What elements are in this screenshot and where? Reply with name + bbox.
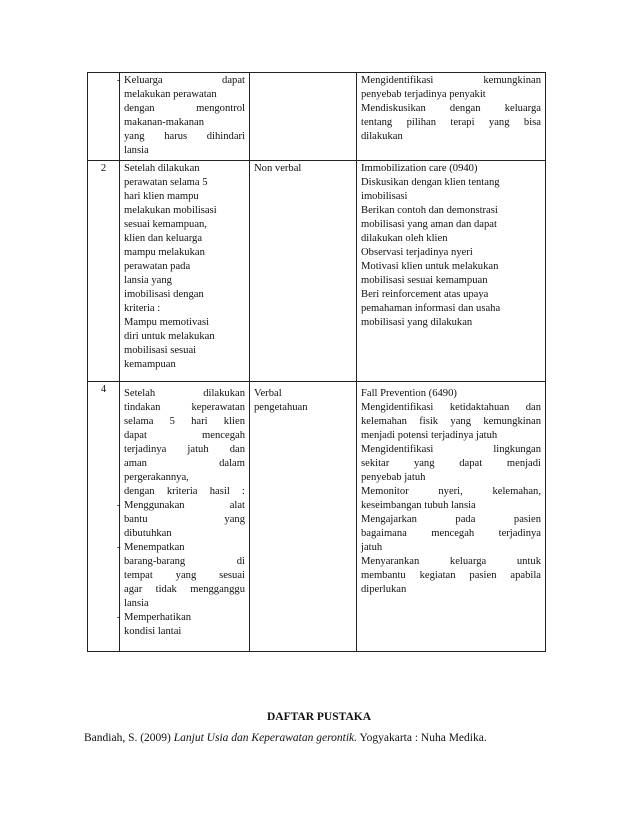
text-line: aman dalam bbox=[124, 458, 245, 469]
text-line: yang harus dihindari bbox=[124, 131, 245, 142]
text-line: mobilisasi sesuai kemampuan bbox=[361, 275, 488, 286]
text-line: jatuh bbox=[361, 542, 383, 553]
text-line: Mengidentifikasi kemungkinan bbox=[361, 75, 541, 86]
noc-cell bbox=[250, 73, 357, 161]
criteria-cell bbox=[120, 382, 250, 652]
text-line: Fall Prevention (6490) bbox=[361, 388, 457, 399]
table-row bbox=[88, 73, 546, 161]
text-line: kriteria : bbox=[124, 303, 161, 314]
reference-book-title: Lanjut Usia dan Keperawatan gerontik. bbox=[173, 732, 358, 744]
text-line: hari klien mampu bbox=[124, 191, 199, 202]
care-plan-table bbox=[87, 72, 546, 652]
text-line: lansia bbox=[124, 145, 149, 156]
care-plan-body bbox=[88, 73, 546, 652]
text-line: perawatan pada bbox=[124, 261, 191, 272]
text-line: Menyarankan keluarga untuk bbox=[361, 556, 541, 567]
text-line: Mengidentifikasi lingkungan bbox=[361, 444, 541, 455]
text-line: membantu kegiatan pasien apabila bbox=[361, 570, 541, 581]
text-line: bagaimana mencegah terjadinya bbox=[361, 528, 541, 539]
text-line: Setelah dilakukan bbox=[124, 163, 200, 174]
text-line: melakukan mobilisasi bbox=[124, 205, 217, 216]
text-line: agar tidak mengganggu bbox=[124, 584, 245, 595]
text-line: mobilisasi yang dilakukan bbox=[361, 317, 473, 328]
bibliography-entry bbox=[84, 732, 487, 744]
text-line: Diskusikan dengan klien tentang bbox=[361, 177, 500, 188]
text-line: barang-barang di bbox=[124, 556, 245, 567]
text-line: sekitar yang dapat menjadi bbox=[361, 458, 541, 469]
criteria-cell bbox=[120, 161, 250, 382]
text-line: Setelah dilakukan bbox=[124, 388, 245, 399]
text-line: Beri reinforcement atas upaya bbox=[361, 289, 489, 300]
table-row bbox=[88, 382, 546, 652]
reference-publisher: Yogyakarta : Nuha Medika. bbox=[357, 732, 487, 744]
text-line: kelemahan fisik yang kemungkinan bbox=[361, 416, 541, 427]
text-line: klien dan keluarga bbox=[124, 233, 203, 244]
text-line: imobilisasi dengan bbox=[124, 289, 204, 300]
text-line: Mengidentifikasi ketidaktahuan dan bbox=[361, 402, 541, 413]
text-line: keseimbangan tubuh lansia bbox=[361, 500, 476, 511]
text-line: diperlukan bbox=[361, 584, 407, 595]
text-line: - Menempatkan bbox=[124, 541, 245, 555]
nic-cell bbox=[357, 161, 546, 382]
text-line: penyebab jatuh bbox=[361, 472, 426, 483]
text-line: Mendiskusikan dengan keluarga bbox=[361, 103, 541, 114]
text-line: Berikan contoh dan demonstrasi bbox=[361, 205, 498, 216]
text-line: - Keluarga dapat bbox=[124, 74, 245, 88]
row-number: 4 bbox=[88, 382, 120, 652]
text-line: Immobilization care (0940) bbox=[361, 163, 478, 174]
row-number bbox=[88, 73, 120, 161]
text-line: dilakukan oleh klien bbox=[361, 233, 448, 244]
text-line: lansia bbox=[124, 598, 149, 609]
criteria-cell bbox=[120, 73, 250, 161]
text-line: penyebab terjadinya penyakit bbox=[361, 89, 486, 100]
text-line: - Memperhatikan bbox=[124, 611, 245, 625]
text-line: Memonitor nyeri, kelemahan, bbox=[361, 486, 541, 497]
text-line: tempat yang sesuai bbox=[124, 570, 245, 581]
text-line: mobilisasi yang aman dan dapat bbox=[361, 219, 497, 230]
text-line: terjadinya jatuh dan bbox=[124, 444, 245, 455]
text-line: pengetahuan bbox=[254, 402, 308, 413]
noc-cell bbox=[250, 161, 357, 382]
text-line: tindakan keperawatan bbox=[124, 402, 245, 413]
text-line: bantu yang bbox=[124, 514, 245, 525]
text-line: menjadi potensi terjadinya jatuh bbox=[361, 430, 498, 441]
text-line: makanan-makanan bbox=[124, 117, 205, 128]
text-line: Motivasi klien untuk melakukan bbox=[361, 261, 499, 272]
text-line: pergerakannya, bbox=[124, 472, 189, 483]
nic-cell bbox=[357, 382, 546, 652]
text-line: dibutuhkan bbox=[124, 528, 172, 539]
text-line: mampu melakukan bbox=[124, 247, 205, 258]
text-line: - Menggunakan alat bbox=[124, 499, 245, 513]
reference-author: Bandiah, S. (2009) bbox=[84, 732, 174, 744]
text-line: selama 5 hari klien bbox=[124, 416, 245, 427]
bibliography-title: DAFTAR PUSTAKA bbox=[266, 711, 372, 723]
text-line: diri untuk melakukan bbox=[124, 331, 215, 342]
text-line: Verbal bbox=[254, 388, 282, 399]
nic-cell bbox=[357, 73, 546, 161]
text-line: dengan kriteria hasil : bbox=[124, 486, 245, 497]
text-line: Mampu memotivasi bbox=[124, 317, 210, 328]
noc-cell bbox=[250, 382, 357, 652]
text-line: Mengajarkan pada pasien bbox=[361, 514, 541, 525]
text-line: kondisi lantai bbox=[124, 626, 182, 637]
text-line: dilakukan bbox=[361, 131, 403, 142]
text-line: kemampuan bbox=[124, 359, 176, 370]
text-line: Non verbal bbox=[254, 163, 302, 174]
text-line: dapat mencegah bbox=[124, 430, 245, 441]
text-line: dengan mengontrol bbox=[124, 103, 245, 114]
text-line: mobilisasi sesuai bbox=[124, 345, 197, 356]
text-line: sesuai kemampuan, bbox=[124, 219, 207, 230]
text-line: Observasi terjadinya nyeri bbox=[361, 247, 473, 258]
text-line: tentang pilihan terapi yang bisa bbox=[361, 117, 541, 128]
row-number: 2 bbox=[88, 161, 120, 382]
text-line: perawatan selama 5 bbox=[124, 177, 208, 188]
text-line: melakukan perawatan bbox=[124, 89, 217, 100]
text-line: pemahaman informasi dan usaha bbox=[361, 303, 501, 314]
text-line: lansia yang bbox=[124, 275, 172, 286]
text-line: imobilisasi bbox=[361, 191, 408, 202]
table-row bbox=[88, 161, 546, 382]
